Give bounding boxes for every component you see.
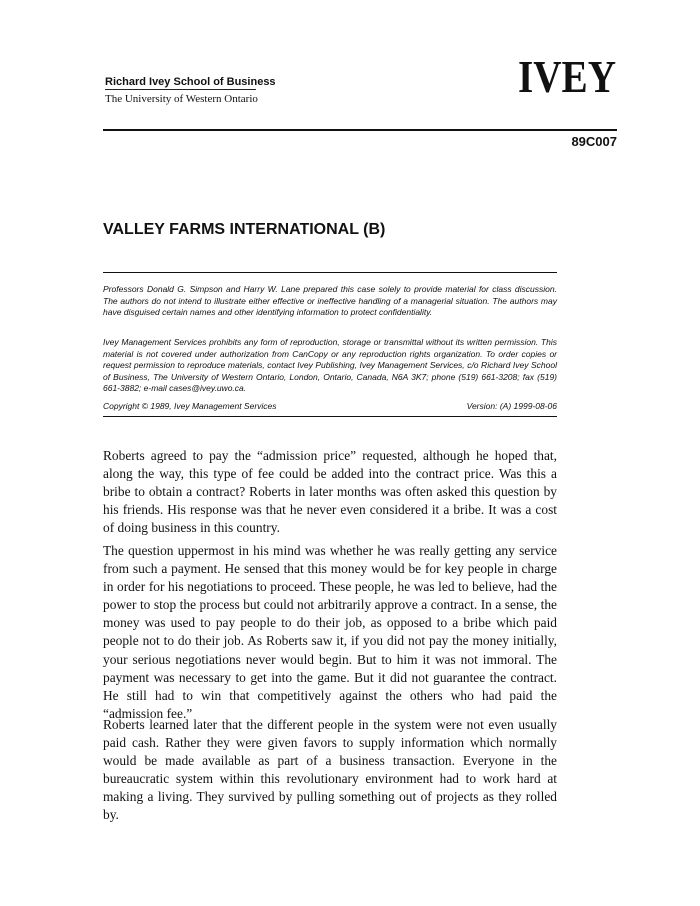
- school-name: Richard Ivey School of Business: [105, 76, 276, 88]
- copyright-row: [103, 401, 557, 411]
- school-name-underline: [105, 89, 256, 90]
- case-number: 89C007: [571, 134, 617, 149]
- university-name: The University of Western Ontario: [105, 93, 258, 105]
- header-rule: [103, 129, 617, 131]
- authors-notice: Professors Donald G. Simpson and Harry W. Lane prepared this case solely to provide material for class discussion. The authors do not intend to illustrate either effective or ineffective handling of a managerial situation. The authors may have disguised certain names and other identifying information to protect confidentiality.: [103, 284, 557, 317]
- body-paragraph: Roberts agreed to pay the “admission price” requested, although he hoped that, along the way, this type of fee could be added into the contract price. Was this a bribe to obtain a contract? Roberts in later months was often asked this question by his friends. His response was that he never even considered it a bribe. It was a cost of doing business in this country.: [103, 448, 557, 536]
- notice-top-rule: [103, 272, 557, 273]
- case-title: VALLEY FARMS INTERNATIONAL (B): [103, 221, 386, 238]
- svg-text:IVEY: IVEY: [518, 51, 616, 102]
- body-paragraph: The question uppermost in his mind was whether he was really getting any service from such a payment. He sensed that this money would be for key people in charge in order for his negotiations to proceed. These people, he was led to believe, had the power to stop the process but could not arbitrarily approve a contract. In a sense, the money was used to pay people to do their job, as opposed to a bribe which paid people not to do their job. As Roberts saw it, if you did not pay the money initially, your serious negotiations never would begin. But to him it was not immoral. The payment was necessary to get into the game. But it did not guarantee the contract. He still had to win that competitively against the others who had paid the “admission fee.”: [103, 543, 557, 721]
- copyright-text: Copyright © 1989, Ivey Management Services: [103, 401, 277, 411]
- notice-bottom-rule: [103, 416, 557, 417]
- version-text: Version: (A) 1999-08-06: [466, 401, 557, 411]
- reproduction-notice: Ivey Management Services prohibits any form of reproduction, storage or transmittal without its written permission. This material is not covered under authorization from CanCopy or any reproduction rights organization. To order copies or request permission to reproduce materials, contact Ivey Publishing, Ivey Management Services, c/o Richard Ivey School of Business, The University of Western Ontario, London, Ontario, Canada, N6A 3K7; phone (519) 661-3208; fax (519) 661-3882; e-mail cases@ivey.uwo.ca.: [103, 337, 557, 393]
- body-paragraph: Roberts learned later that the different people in the system were not even usually paid cash. Rather they were given favors to supply information which normally would be made available as part of a business transaction. Everyone in the bureaucratic system within this revolutionary environment had to work hard at making a living. They survived by pulling something out of projects as they rolled by.: [103, 717, 557, 823]
- ivey-logo: [518, 52, 618, 112]
